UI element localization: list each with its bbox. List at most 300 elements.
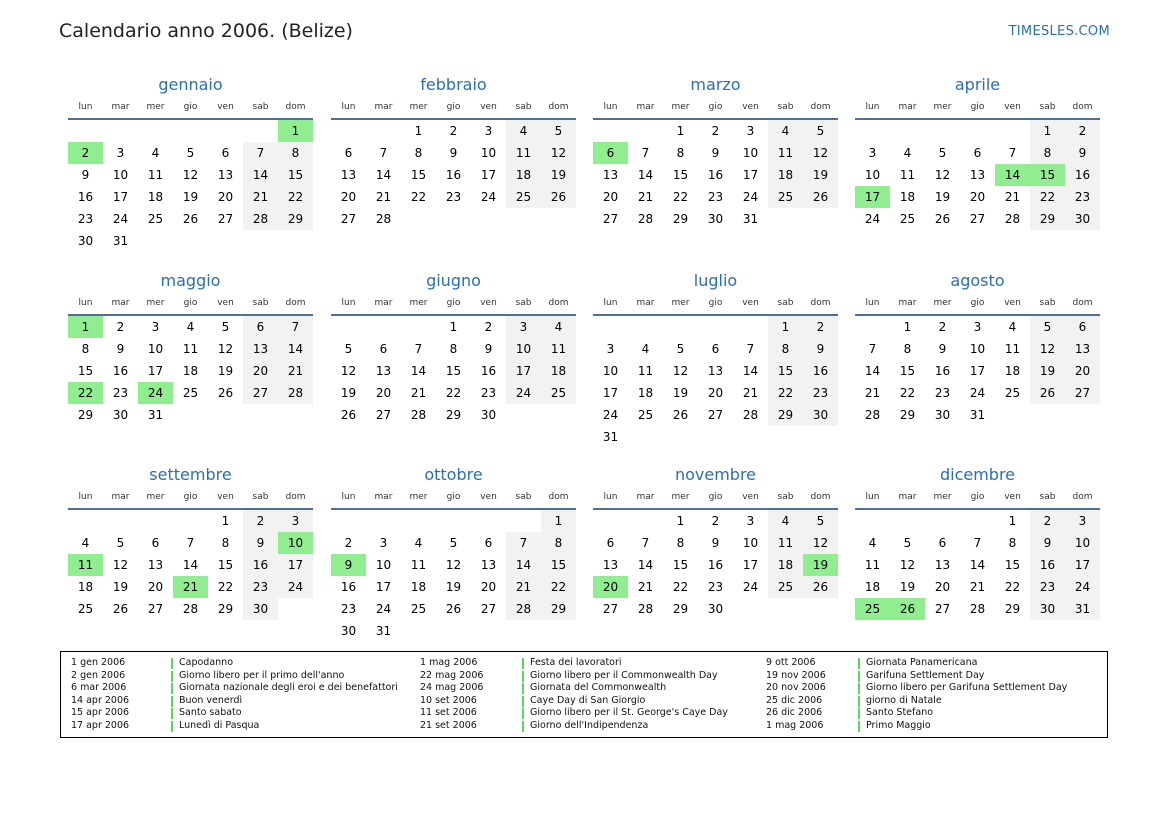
- day-cell: 12: [899, 558, 916, 572]
- day-cell: 1: [768, 316, 803, 338]
- day-cell: 5: [116, 536, 125, 550]
- day-cell: 5: [541, 120, 576, 142]
- month-settembre: [68, 462, 313, 620]
- weekday-label: dom: [810, 102, 831, 112]
- holiday-day-cell: 15: [1030, 164, 1065, 186]
- day-cell: 2: [449, 124, 458, 138]
- holiday-day-cell: 25: [855, 598, 890, 620]
- legend-holiday-name: Festa dei lavoratori: [530, 657, 622, 668]
- day-cell: 15: [768, 360, 803, 382]
- day-cell: 27: [602, 602, 619, 616]
- day-cell: 30: [243, 598, 278, 620]
- day-cell: 27: [480, 602, 497, 616]
- weekday-header: [331, 294, 576, 316]
- day-cell: 3: [746, 124, 755, 138]
- day-cell: 12: [445, 558, 462, 572]
- weekday-label: mar: [111, 102, 130, 112]
- empty-cell: [68, 510, 103, 532]
- empty-cell: [698, 316, 733, 338]
- day-cell: 15: [1004, 558, 1021, 572]
- day-cell: 30: [77, 234, 94, 248]
- day-cell: 13: [707, 364, 724, 378]
- day-cell: 6: [938, 536, 947, 550]
- day-cell: 22: [278, 186, 313, 208]
- day-cell: 21: [742, 386, 759, 400]
- day-cell: 9: [1030, 532, 1065, 554]
- day-cell: 12: [803, 142, 838, 164]
- day-cell: 8: [221, 536, 230, 550]
- legend-holiday-name: Santo Stefano: [866, 707, 934, 719]
- day-cell: 3: [379, 536, 388, 550]
- day-cell: 1: [221, 514, 230, 528]
- legend-date: 14 apr 2006: [71, 694, 130, 706]
- empty-cell: [173, 510, 208, 532]
- day-cell: 25: [1004, 386, 1021, 400]
- day-cell: 7: [506, 532, 541, 554]
- day-cell: 23: [707, 190, 724, 204]
- day-cell: 6: [344, 146, 353, 160]
- day-cell: 31: [147, 408, 164, 422]
- legend-marker: [522, 671, 524, 682]
- day-cell: 30: [1065, 208, 1100, 230]
- day-cell: 2: [938, 320, 947, 334]
- legend-marker: [171, 696, 173, 707]
- day-cell: 26: [672, 408, 689, 422]
- weekday-label: mer: [146, 298, 165, 308]
- day-cell: 26: [217, 386, 234, 400]
- day-cell: 3: [484, 124, 493, 138]
- day-cell: 15: [217, 558, 234, 572]
- day-cell: 11: [864, 558, 881, 572]
- empty-cell: [628, 120, 663, 142]
- weekday-label: mar: [636, 492, 655, 502]
- empty-cell: [173, 120, 208, 142]
- holiday-legend: [60, 651, 1108, 738]
- empty-cell: [68, 120, 103, 142]
- day-grid: [593, 120, 838, 230]
- day-cell: 24: [864, 212, 881, 226]
- empty-cell: [628, 316, 663, 338]
- day-cell: 28: [506, 598, 541, 620]
- day-cell: 21: [864, 386, 881, 400]
- day-cell: 16: [707, 168, 724, 182]
- day-cell: 19: [672, 386, 689, 400]
- weekday-header: [68, 294, 313, 316]
- weekday-label: ven: [217, 298, 234, 308]
- day-cell: 8: [278, 142, 313, 164]
- day-cell: 27: [1065, 382, 1100, 404]
- day-cell: 17: [112, 190, 129, 204]
- day-grid: [331, 120, 576, 230]
- empty-cell: [331, 510, 366, 532]
- day-cell: 21: [410, 386, 427, 400]
- day-cell: 3: [1065, 510, 1100, 532]
- weekday-label: dom: [285, 492, 306, 502]
- legend-item: [766, 695, 1067, 708]
- weekday-label: sab: [777, 492, 794, 502]
- day-cell: 20: [147, 580, 164, 594]
- day-cell: 22: [672, 580, 689, 594]
- empty-cell: [331, 120, 366, 142]
- legend-holiday-name: Giornata del Commonwealth: [530, 682, 667, 694]
- weekday-label: ven: [217, 492, 234, 502]
- month-agosto: [855, 268, 1100, 426]
- day-cell: 1: [1030, 120, 1065, 142]
- day-cell: 6: [243, 316, 278, 338]
- day-cell: 27: [147, 602, 164, 616]
- day-cell: 6: [221, 146, 230, 160]
- legend-marker: [171, 683, 173, 694]
- day-cell: 29: [672, 212, 689, 226]
- day-cell: 27: [969, 212, 986, 226]
- day-cell: 27: [375, 408, 392, 422]
- weekday-label: lun: [78, 298, 93, 308]
- day-cell: 6: [151, 536, 160, 550]
- day-cell: 12: [803, 532, 838, 554]
- weekday-label: dom: [548, 298, 569, 308]
- empty-cell: [925, 510, 960, 532]
- month-name: dicembre: [939, 465, 1016, 484]
- weekday-label: lun: [78, 492, 93, 502]
- weekday-label: ven: [480, 102, 497, 112]
- weekday-label: lun: [603, 102, 618, 112]
- day-cell: 9: [243, 532, 278, 554]
- day-cell: 29: [899, 408, 916, 422]
- weekday-label: sab: [777, 102, 794, 112]
- day-cell: 15: [672, 168, 689, 182]
- weekday-label: dom: [1072, 298, 1093, 308]
- day-cell: 10: [742, 146, 759, 160]
- day-cell: 4: [151, 146, 160, 160]
- weekday-label: lun: [341, 298, 356, 308]
- day-cell: 15: [445, 364, 462, 378]
- day-cell: 31: [602, 430, 619, 444]
- day-cell: 21: [637, 580, 654, 594]
- day-cell: 22: [768, 382, 803, 404]
- day-grid: [855, 316, 1100, 426]
- weekday-label: mer: [146, 102, 165, 112]
- legend-item: [71, 695, 398, 708]
- empty-cell: [366, 120, 401, 142]
- month-luglio: [593, 268, 838, 448]
- month-name: settembre: [149, 465, 232, 484]
- day-cell: 20: [217, 190, 234, 204]
- day-cell: 28: [637, 602, 654, 616]
- day-cell: 5: [676, 342, 685, 356]
- day-cell: 21: [278, 360, 313, 382]
- day-cell: 1: [541, 510, 576, 532]
- page-title: Calendario anno 2006. (Belize): [59, 20, 353, 42]
- day-cell: 20: [243, 360, 278, 382]
- day-cell: 20: [340, 190, 357, 204]
- empty-cell: [890, 510, 925, 532]
- legend-marker: [171, 708, 173, 719]
- legend-holiday-name: Giorno libero per Garifuna Settlement Day: [866, 682, 1068, 694]
- day-cell: 23: [934, 386, 951, 400]
- weekday-label: sab: [515, 298, 532, 308]
- day-cell: 31: [969, 408, 986, 422]
- day-cell: 24: [375, 602, 392, 616]
- day-cell: 4: [868, 536, 877, 550]
- day-cell: 14: [243, 164, 278, 186]
- holiday-day-cell: 17: [855, 186, 890, 208]
- day-cell: 22: [445, 386, 462, 400]
- day-cell: 3: [746, 514, 755, 528]
- legend-marker: [522, 683, 524, 694]
- month-ottobre: [331, 462, 576, 642]
- weekday-label: lun: [865, 492, 880, 502]
- legend-date: 22 mag 2006: [420, 669, 484, 681]
- legend-marker: [858, 658, 860, 669]
- legend-item: [420, 670, 728, 683]
- day-cell: 29: [217, 602, 234, 616]
- day-cell: 23: [243, 576, 278, 598]
- weekday-label: dom: [810, 298, 831, 308]
- weekday-label: mar: [111, 492, 130, 502]
- day-cell: 6: [973, 146, 982, 160]
- day-cell: 29: [672, 602, 689, 616]
- legend-date: 17 apr 2006: [71, 719, 130, 731]
- day-cell: 1: [676, 514, 685, 528]
- empty-cell: [103, 510, 138, 532]
- empty-cell: [995, 120, 1030, 142]
- month-name: ottobre: [424, 465, 483, 484]
- day-grid: [593, 316, 838, 448]
- day-cell: 2: [711, 514, 720, 528]
- day-cell: 28: [375, 212, 392, 226]
- day-cell: 28: [243, 208, 278, 230]
- weekday-header: [593, 294, 838, 316]
- day-cell: 9: [711, 536, 720, 550]
- empty-cell: [138, 120, 173, 142]
- day-cell: 9: [484, 342, 493, 356]
- holiday-day-cell: 10: [278, 532, 313, 554]
- holiday-day-cell: 19: [803, 554, 838, 576]
- day-cell: 7: [641, 536, 650, 550]
- day-cell: 11: [768, 532, 803, 554]
- day-cell: 6: [1065, 316, 1100, 338]
- weekday-label: mer: [671, 102, 690, 112]
- day-cell: 4: [506, 120, 541, 142]
- day-cell: 22: [899, 386, 916, 400]
- legend-holiday-name: Giorno libero per il Commonwealth Day: [530, 669, 718, 681]
- day-cell: 7: [414, 342, 423, 356]
- weekday-label: lun: [603, 298, 618, 308]
- day-cell: 14: [742, 364, 759, 378]
- day-cell: 27: [934, 602, 951, 616]
- day-cell: 12: [541, 142, 576, 164]
- empty-cell: [960, 120, 995, 142]
- weekday-label: gio: [708, 102, 723, 112]
- empty-cell: [663, 316, 698, 338]
- day-cell: 7: [379, 146, 388, 160]
- legend-date: 25 dic 2006: [766, 694, 823, 706]
- day-cell: 19: [217, 364, 234, 378]
- month-name: agosto: [950, 271, 1005, 290]
- month-name: febbraio: [420, 75, 487, 94]
- legend-holiday-name: Santo sabato: [179, 707, 242, 719]
- weekday-label: mer: [146, 492, 165, 502]
- day-cell: 6: [711, 342, 720, 356]
- day-cell: 10: [147, 342, 164, 356]
- day-cell: 15: [899, 364, 916, 378]
- day-cell: 25: [768, 576, 803, 598]
- day-cell: 30: [1030, 598, 1065, 620]
- day-cell: 3: [506, 316, 541, 338]
- day-cell: 9: [803, 338, 838, 360]
- weekday-label: lun: [341, 102, 356, 112]
- day-cell: 18: [637, 386, 654, 400]
- day-cell: 17: [1065, 554, 1100, 576]
- day-cell: 4: [81, 536, 90, 550]
- day-cell: 16: [340, 580, 357, 594]
- weekday-label: mar: [636, 102, 655, 112]
- day-cell: 7: [186, 536, 195, 550]
- weekday-label: mar: [898, 102, 917, 112]
- legend-marker: [522, 658, 524, 669]
- day-cell: 24: [506, 382, 541, 404]
- weekday-header: [331, 98, 576, 120]
- day-cell: 5: [221, 320, 230, 334]
- weekday-header: [593, 488, 838, 510]
- day-cell: 20: [602, 190, 619, 204]
- weekday-label: mar: [898, 298, 917, 308]
- day-cell: 29: [1004, 602, 1021, 616]
- day-cell: 15: [410, 168, 427, 182]
- legend-date: 19 nov 2006: [766, 669, 826, 681]
- day-cell: 25: [77, 602, 94, 616]
- day-cell: 18: [864, 580, 881, 594]
- day-cell: 6: [379, 342, 388, 356]
- day-cell: 23: [803, 382, 838, 404]
- weekday-label: mar: [374, 102, 393, 112]
- day-cell: 8: [1030, 142, 1065, 164]
- weekday-header: [68, 98, 313, 120]
- holiday-day-cell: 21: [173, 576, 208, 598]
- day-cell: 22: [1030, 186, 1065, 208]
- weekday-label: lun: [78, 102, 93, 112]
- month-febbraio: [331, 72, 576, 230]
- legend-marker: [858, 683, 860, 694]
- day-cell: 26: [541, 186, 576, 208]
- day-cell: 20: [375, 386, 392, 400]
- day-cell: 28: [742, 408, 759, 422]
- day-cell: 4: [768, 120, 803, 142]
- day-cell: 4: [541, 316, 576, 338]
- day-cell: 30: [707, 212, 724, 226]
- day-cell: 9: [938, 342, 947, 356]
- day-cell: 17: [506, 360, 541, 382]
- legend-date: 1 mag 2006: [420, 657, 478, 668]
- empty-cell: [855, 120, 890, 142]
- day-grid: [331, 510, 576, 642]
- day-cell: 8: [449, 342, 458, 356]
- day-cell: 11: [506, 142, 541, 164]
- weekday-label: lun: [865, 298, 880, 308]
- month-name: marzo: [690, 75, 741, 94]
- weekday-label: gio: [446, 102, 461, 112]
- day-cell: 7: [641, 146, 650, 160]
- day-cell: 19: [182, 190, 199, 204]
- holiday-day-cell: 6: [593, 142, 628, 164]
- legend-holiday-name: Capodanno: [179, 657, 234, 668]
- day-cell: 25: [182, 386, 199, 400]
- legend-date: 6 mar 2006: [71, 682, 127, 694]
- empty-cell: [593, 120, 628, 142]
- day-cell: 11: [637, 364, 654, 378]
- day-cell: 3: [606, 342, 615, 356]
- day-cell: 22: [410, 190, 427, 204]
- empty-cell: [593, 316, 628, 338]
- day-cell: 27: [217, 212, 234, 226]
- legend-item: [71, 682, 398, 695]
- weekday-label: ven: [742, 492, 759, 502]
- day-cell: 7: [278, 316, 313, 338]
- weekday-label: mar: [636, 298, 655, 308]
- month-novembre: [593, 462, 838, 620]
- legend-marker: [858, 721, 860, 732]
- day-cell: 17: [480, 168, 497, 182]
- legend-date: 11 set 2006: [420, 707, 477, 719]
- weekday-label: dom: [285, 102, 306, 112]
- empty-cell: [506, 510, 541, 532]
- weekday-label: sab: [1039, 492, 1056, 502]
- legend-column: [766, 657, 1067, 733]
- day-cell: 25: [899, 212, 916, 226]
- day-cell: 13: [147, 558, 164, 572]
- day-cell: 16: [445, 168, 462, 182]
- day-cell: 23: [480, 386, 497, 400]
- day-cell: 18: [899, 190, 916, 204]
- legend-marker: [522, 708, 524, 719]
- day-cell: 10: [1065, 532, 1100, 554]
- day-cell: 14: [410, 364, 427, 378]
- day-cell: 1: [449, 320, 458, 334]
- legend-item: [766, 670, 1067, 683]
- brand-link[interactable]: TIMESLES.COM: [1008, 24, 1110, 39]
- day-cell: 23: [1030, 576, 1065, 598]
- weekday-label: mer: [933, 298, 952, 308]
- weekday-label: mar: [898, 492, 917, 502]
- weekday-label: dom: [1072, 102, 1093, 112]
- day-cell: 2: [803, 316, 838, 338]
- day-cell: 3: [278, 510, 313, 532]
- weekday-label: dom: [285, 298, 306, 308]
- day-cell: 28: [864, 408, 881, 422]
- day-cell: 31: [1065, 598, 1100, 620]
- day-cell: 17: [278, 554, 313, 576]
- weekday-label: mer: [409, 298, 428, 308]
- empty-cell: [366, 510, 401, 532]
- day-cell: 18: [182, 364, 199, 378]
- legend-holiday-name: Lunedì di Pasqua: [179, 719, 260, 731]
- day-cell: 11: [410, 558, 427, 572]
- day-cell: 13: [243, 338, 278, 360]
- weekday-label: sab: [515, 102, 532, 112]
- day-cell: 12: [112, 558, 129, 572]
- day-cell: 21: [506, 576, 541, 598]
- day-cell: 30: [803, 404, 838, 426]
- day-cell: 25: [410, 602, 427, 616]
- day-cell: 14: [506, 554, 541, 576]
- day-cell: 16: [707, 558, 724, 572]
- empty-cell: [331, 316, 366, 338]
- weekday-label: sab: [252, 492, 269, 502]
- weekday-label: gio: [183, 492, 198, 502]
- day-cell: 25: [768, 186, 803, 208]
- day-cell: 5: [903, 536, 912, 550]
- day-cell: 16: [77, 190, 94, 204]
